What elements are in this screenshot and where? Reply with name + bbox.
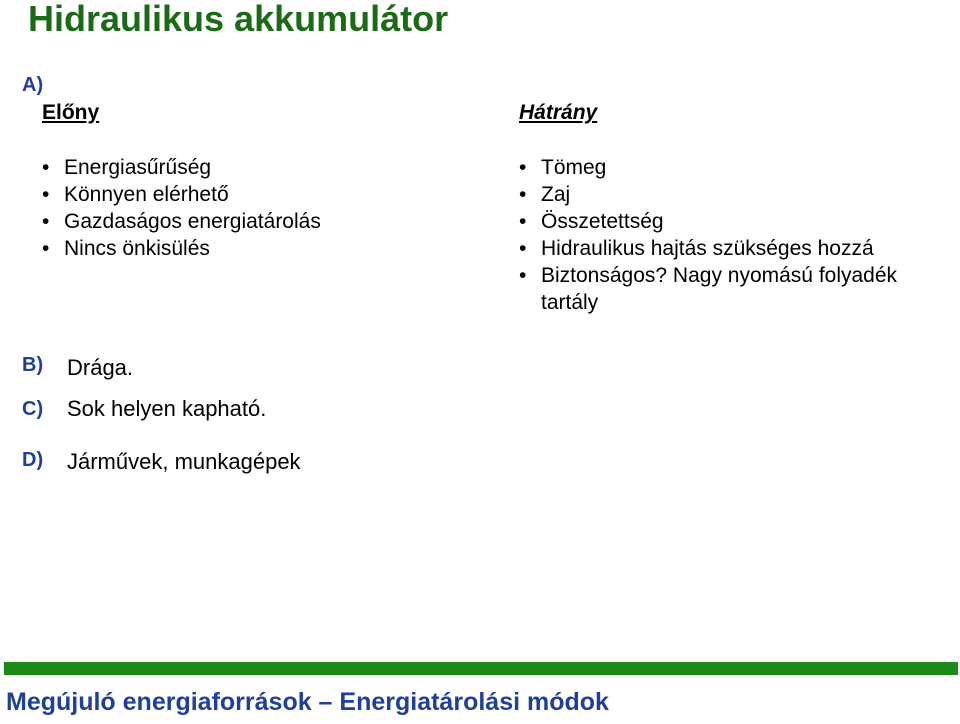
list-item: • Tömeg — [519, 154, 955, 181]
advantages-list — [42, 154, 462, 262]
section-a-marker: A) — [22, 74, 44, 96]
footer-title: Megújuló energiaforrások – Energiatárolási módok — [6, 688, 609, 716]
section-d-marker: D) — [22, 449, 44, 471]
section-b-text: Drága. — [67, 355, 134, 380]
section-d-text: Járművek, munkagépek — [67, 449, 301, 474]
list-item: • Könnyen elérhető — [42, 181, 462, 208]
list-item: • Zaj — [519, 181, 955, 208]
list-item: • Nincs önkisülés — [42, 235, 462, 262]
list-item: • Hidraulikus hajtás szükséges hozzá — [519, 235, 955, 262]
section-c-marker: C) — [22, 398, 44, 420]
section-c-text: Sok helyen kapható. — [67, 396, 267, 421]
footer-divider — [4, 662, 958, 675]
advantages-heading: Előny — [42, 101, 100, 124]
disadvantages-list — [519, 154, 955, 316]
list-item: • Összetettség — [519, 208, 955, 235]
slide-title: Hidraulikus akkumulátor — [28, 0, 449, 39]
list-item: • Energiasűrűség — [42, 154, 462, 181]
disadvantages-heading: Hátrány — [519, 101, 598, 124]
list-item: • Biztonságos? Nagy nyomású folyadék tartály — [519, 262, 955, 316]
section-b-marker: B) — [22, 354, 44, 376]
list-item: • Gazdaságos energiatárolás — [42, 208, 462, 235]
